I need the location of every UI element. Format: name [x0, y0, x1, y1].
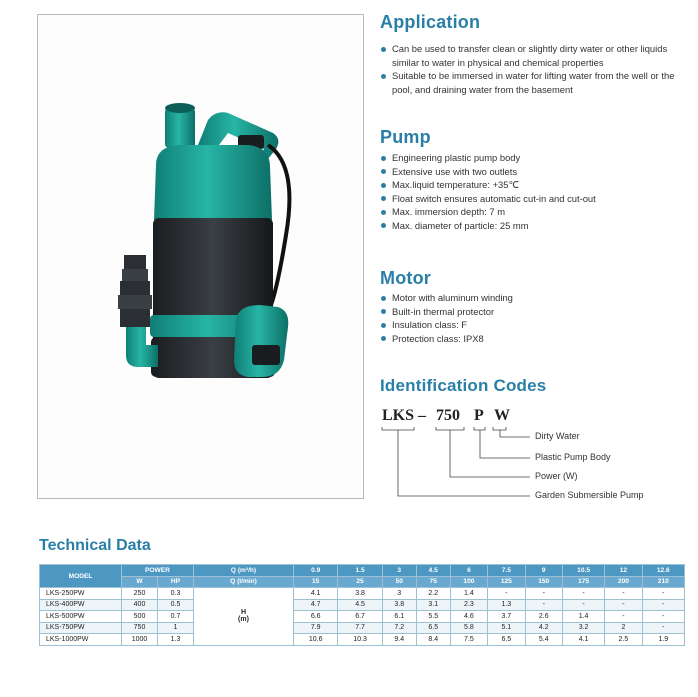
head-value-cell: 2.3: [450, 599, 487, 611]
identification-heading: Identification Codes: [380, 376, 547, 395]
header-q-lmin: Q (l/min): [194, 576, 294, 588]
head-value-cell: 5.5: [416, 611, 450, 623]
power-w-cell: 750: [122, 622, 158, 634]
table-row: [40, 622, 685, 634]
flow-lmin-cell: 75: [416, 576, 450, 588]
list-item: Max. immersion depth: 7 m: [380, 205, 680, 219]
flow-m3h-cell: 9: [525, 565, 562, 577]
list-item: Extensive use with two outlets: [380, 165, 680, 179]
head-value-cell: 2: [605, 622, 642, 634]
head-value-cell: 6.1: [382, 611, 416, 623]
header-power: POWER: [122, 565, 194, 577]
list-item: Engineering plastic pump body: [380, 151, 680, 165]
code-label-plastic-pump-body: Plastic Pump Body: [535, 452, 611, 462]
head-value-cell: 3: [382, 588, 416, 600]
head-value-cell: -: [525, 599, 562, 611]
list-item: Max.liquid temperature: +35℃: [380, 178, 680, 192]
header-w: W: [122, 576, 158, 588]
head-value-cell: 3.7: [488, 611, 525, 623]
technical-data-body: [40, 588, 685, 646]
code-label-garden-submersible-pump: Garden Submersible Pump: [535, 490, 644, 500]
list-item: Can be used to transfer clean or slightly dirty water or other liquids similar to water in physical and chemical properties: [380, 42, 695, 69]
table-row: [40, 634, 685, 646]
flow-lmin-cell: 210: [642, 576, 684, 588]
head-value-cell: 6.7: [338, 611, 382, 623]
head-value-cell: 6.6: [294, 611, 338, 623]
head-value-cell: 6.5: [416, 622, 450, 634]
head-value-cell: 1.4: [450, 588, 487, 600]
head-value-cell: -: [642, 599, 684, 611]
head-value-cell: -: [642, 611, 684, 623]
head-value-cell: 3.1: [416, 599, 450, 611]
head-value-cell: 7.7: [338, 622, 382, 634]
power-w-cell: 1000: [122, 634, 158, 646]
table-row: [40, 599, 685, 611]
flow-m3h-cell: 4.5: [416, 565, 450, 577]
code-label-power: Power (W): [535, 471, 578, 481]
table-row: [40, 611, 685, 623]
code-power: 750: [436, 407, 460, 424]
flow-m3h-cell: 12: [605, 565, 642, 577]
submersible-pump-image: [38, 15, 365, 500]
code-dash: –: [418, 407, 426, 424]
head-value-cell: 10.6: [294, 634, 338, 646]
header-hp: HP: [158, 576, 194, 588]
flow-m3h-cell: 3: [382, 565, 416, 577]
head-value-cell: 4.2: [525, 622, 562, 634]
flow-lmin-cell: 50: [382, 576, 416, 588]
head-value-cell: 8.4: [416, 634, 450, 646]
head-value-cell: -: [562, 588, 604, 600]
head-value-cell: 1.9: [642, 634, 684, 646]
flow-m3h-cell: 10.5: [562, 565, 604, 577]
flow-lmin-cell: 150: [525, 576, 562, 588]
technical-data-heading: Technical Data: [39, 537, 151, 554]
head-value-cell: 3.2: [562, 622, 604, 634]
head-value-cell: 4.1: [562, 634, 604, 646]
technical-data-table: [39, 564, 685, 646]
power-w-cell: 400: [122, 599, 158, 611]
code-w: W: [494, 407, 510, 424]
header-q-m3h: Q (m³/h): [194, 565, 294, 577]
power-hp-cell: 0.7: [158, 611, 194, 623]
head-value-cell: 5.8: [450, 622, 487, 634]
head-value-cell: 7.5: [450, 634, 487, 646]
model-cell: LKS-1000PW: [40, 634, 122, 646]
list-item: Insulation class: F: [380, 318, 680, 332]
head-unit: (m): [238, 616, 249, 624]
head-value-cell: 1.4: [562, 611, 604, 623]
head-value-cell: 1.3: [488, 599, 525, 611]
list-item: Built-in thermal protector: [380, 305, 680, 319]
pump-list: [380, 151, 680, 233]
list-item: Float switch ensures automatic cut-in and cut-out: [380, 192, 680, 206]
model-cell: LKS-400PW: [40, 599, 122, 611]
head-value-cell: 4.7: [294, 599, 338, 611]
head-value-cell: 5.1: [488, 622, 525, 634]
model-cell: LKS-500PW: [40, 611, 122, 623]
code-prefix: LKS: [382, 407, 415, 424]
head-value-cell: 4.5: [338, 599, 382, 611]
list-item: Protection class: IPX8: [380, 332, 680, 346]
head-value-cell: 10.3: [338, 634, 382, 646]
head-value-cell: -: [562, 599, 604, 611]
product-photo-frame: [37, 14, 364, 499]
code-p: P: [474, 407, 484, 424]
head-value-cell: 3.8: [382, 599, 416, 611]
list-item: Max. diameter of particle: 25 mm: [380, 219, 680, 233]
head-label-cell: [194, 588, 294, 646]
head-value-cell: 2.2: [416, 588, 450, 600]
model-cell: LKS-750PW: [40, 622, 122, 634]
flow-lmin-cell: 100: [450, 576, 487, 588]
head-value-cell: -: [488, 588, 525, 600]
flow-lmin-cell: 125: [488, 576, 525, 588]
flow-m3h-cell: 0.9: [294, 565, 338, 577]
flow-lmin-cell: 15: [294, 576, 338, 588]
flow-m3h-cell: 12.6: [642, 565, 684, 577]
head-value-cell: -: [642, 588, 684, 600]
head-value-cell: 4.6: [450, 611, 487, 623]
power-hp-cell: 1: [158, 622, 194, 634]
head-value-cell: 9.4: [382, 634, 416, 646]
head-value-cell: -: [605, 588, 642, 600]
identification-code-diagram: [380, 400, 690, 510]
application-heading: Application: [380, 12, 481, 32]
power-hp-cell: 0.5: [158, 599, 194, 611]
head-value-cell: 2.6: [525, 611, 562, 623]
motor-heading: Motor: [380, 268, 431, 288]
motor-list: [380, 291, 680, 345]
head-value-cell: 2.5: [605, 634, 642, 646]
power-hp-cell: 0.3: [158, 588, 194, 600]
head-value-cell: 7.2: [382, 622, 416, 634]
head-value-cell: 6.5: [488, 634, 525, 646]
head-value-cell: -: [642, 622, 684, 634]
head-value-cell: -: [605, 599, 642, 611]
power-w-cell: 500: [122, 611, 158, 623]
flow-m3h-cell: 1.5: [338, 565, 382, 577]
head-value-cell: 5.4: [525, 634, 562, 646]
list-item: Motor with aluminum winding: [380, 291, 680, 305]
code-label-dirty-water: Dirty Water: [535, 431, 580, 441]
flow-lmin-cell: 200: [605, 576, 642, 588]
model-cell: LKS-250PW: [40, 588, 122, 600]
flow-lmin-cell: 25: [338, 576, 382, 588]
pump-heading: Pump: [380, 127, 431, 147]
flow-m3h-cell: 7.5: [488, 565, 525, 577]
header-model: MODEL: [40, 565, 122, 588]
table-row: [40, 588, 685, 600]
application-list: [380, 42, 695, 96]
head-value-cell: -: [525, 588, 562, 600]
head-value-cell: -: [605, 611, 642, 623]
list-item: Suitable to be immersed in water for lifting water from the well or the pool, and draining water from the basement: [380, 69, 695, 96]
head-label: H: [240, 609, 247, 617]
head-value-cell: 4.1: [294, 588, 338, 600]
head-value-cell: 7.9: [294, 622, 338, 634]
flow-lmin-cell: 175: [562, 576, 604, 588]
head-value-cell: 3.8: [338, 588, 382, 600]
flow-m3h-cell: 6: [450, 565, 487, 577]
power-w-cell: 250: [122, 588, 158, 600]
power-hp-cell: 1.3: [158, 634, 194, 646]
